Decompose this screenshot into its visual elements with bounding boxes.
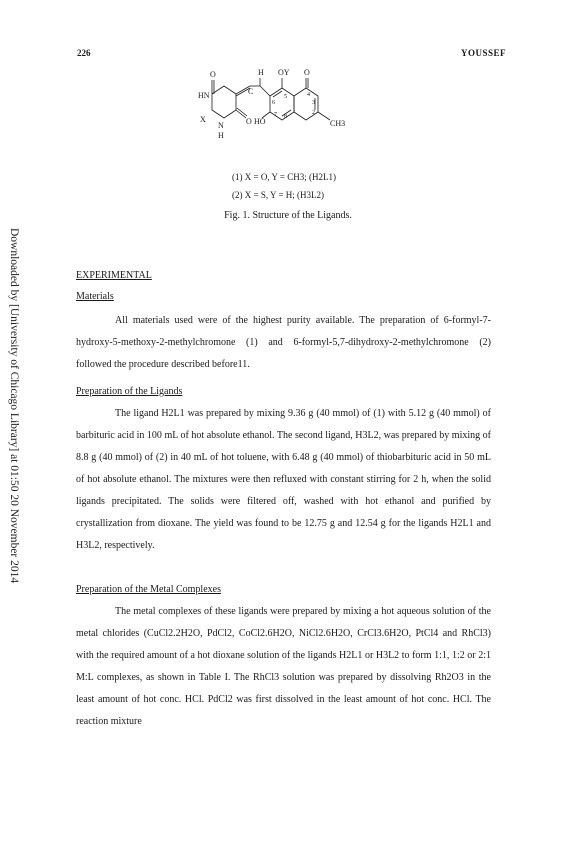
ligand-definition-2: (2) X = S, Y = H; (H3L2) (232, 190, 324, 200)
atom-label: H (258, 68, 264, 77)
running-head: YOUSSEF (460, 48, 506, 58)
ring-number: 2 (312, 110, 315, 116)
section-heading-experimental: EXPERIMENTAL (76, 270, 152, 281)
subsection-heading-prep-complexes: Preparation of the Metal Complexes (76, 584, 221, 595)
paragraph-text: All materials used were of the highest purity available. The preparation of 6-formyl-7-hydroxy-5-methoxy-2-methylchromone (1) and 6-formyl-5,7-dihydroxy-2-methylchromone (2) followed the procedure described before11. (76, 315, 491, 370)
atom-label: N (218, 121, 224, 130)
atom-label: O (304, 68, 310, 77)
download-notice (6, 228, 20, 658)
ligand-structure-diagram (178, 66, 428, 166)
atom-label: X (200, 115, 206, 124)
ring-number: 6 (272, 100, 275, 106)
ring-number: 3 (312, 100, 315, 106)
atom-label: OY (278, 68, 290, 77)
figure-caption: Fig. 1. Structure of the Ligands. (224, 210, 352, 221)
page-number: 226 (77, 48, 91, 58)
download-notice-text: Downloaded by [University of Chicago Library] at 01:50 20 November 2014 (8, 228, 20, 584)
atom-label: HO (254, 117, 266, 126)
prep-complexes-paragraph (76, 601, 491, 733)
prep-ligands-paragraph (76, 403, 491, 557)
atom-label: CH3 (330, 119, 346, 128)
paragraph-text: The metal complexes of these ligands were prepared by mixing a hot aqueous solution of the metal chlorides (CuCl2.2H2O, PdCl2, CoCl2.6H2O, NiCl2.6H2O, CrCl3.6H2O, PtCl4 and RhCl3) with the required amount of a hot dioxane solution of the ligands H2L1 or H3L2 to form 1:1, 1:2 or 2:1 M:L complexes, as shown in Table I. The RhCl3 solution was prepared by dissolving Rh2O3 in the least amount of hot conc. HCl. PdCl2 was first dissolved in the least amount of hot conc. HCl. The reaction mixture (76, 606, 491, 727)
atom-label: O (210, 70, 216, 79)
atom-label: H (218, 131, 224, 140)
atom-label: O (246, 117, 252, 126)
subsection-heading-prep-ligands: Preparation of the Ligands (76, 386, 183, 397)
ring-number: 8 (284, 114, 287, 120)
ring-number: 5 (284, 94, 287, 100)
paragraph-text: The ligand H2L1 was prepared by mixing 9.36 g (40 mmol) of (1) with 5.12 g (40 mmol) of barbituric acid in 100 mL of hot absolute ethanol. The second ligand, H3L2, was prepared by mixing of 8.8 g (40 mmol) of (2) in 40 mL of hot toluene, with 6.48 g (40 mmol) of thiobarbituric acid in 50 mL of hot absolute ethanol. The mixtures were then refluxed with constant stirring for 2 h, when the solid ligands precipitated. The solids were filtered off, washed with hot ethanol and purified by crystallization from dioxane. The yield was found to be 12.75 g and 12.54 g for the ligands H2L1 and H3L2, respectively. (76, 408, 491, 551)
ligand-definition-1: (1) X = O, Y = CH3; (H2L1) (232, 172, 336, 182)
ring-number: 7 (274, 112, 277, 118)
subsection-heading-materials: Materials (76, 291, 114, 302)
atom-label: C (248, 87, 254, 96)
materials-paragraph (76, 310, 491, 376)
ring-number: 4 (307, 92, 310, 98)
atom-label: HN (198, 91, 210, 100)
